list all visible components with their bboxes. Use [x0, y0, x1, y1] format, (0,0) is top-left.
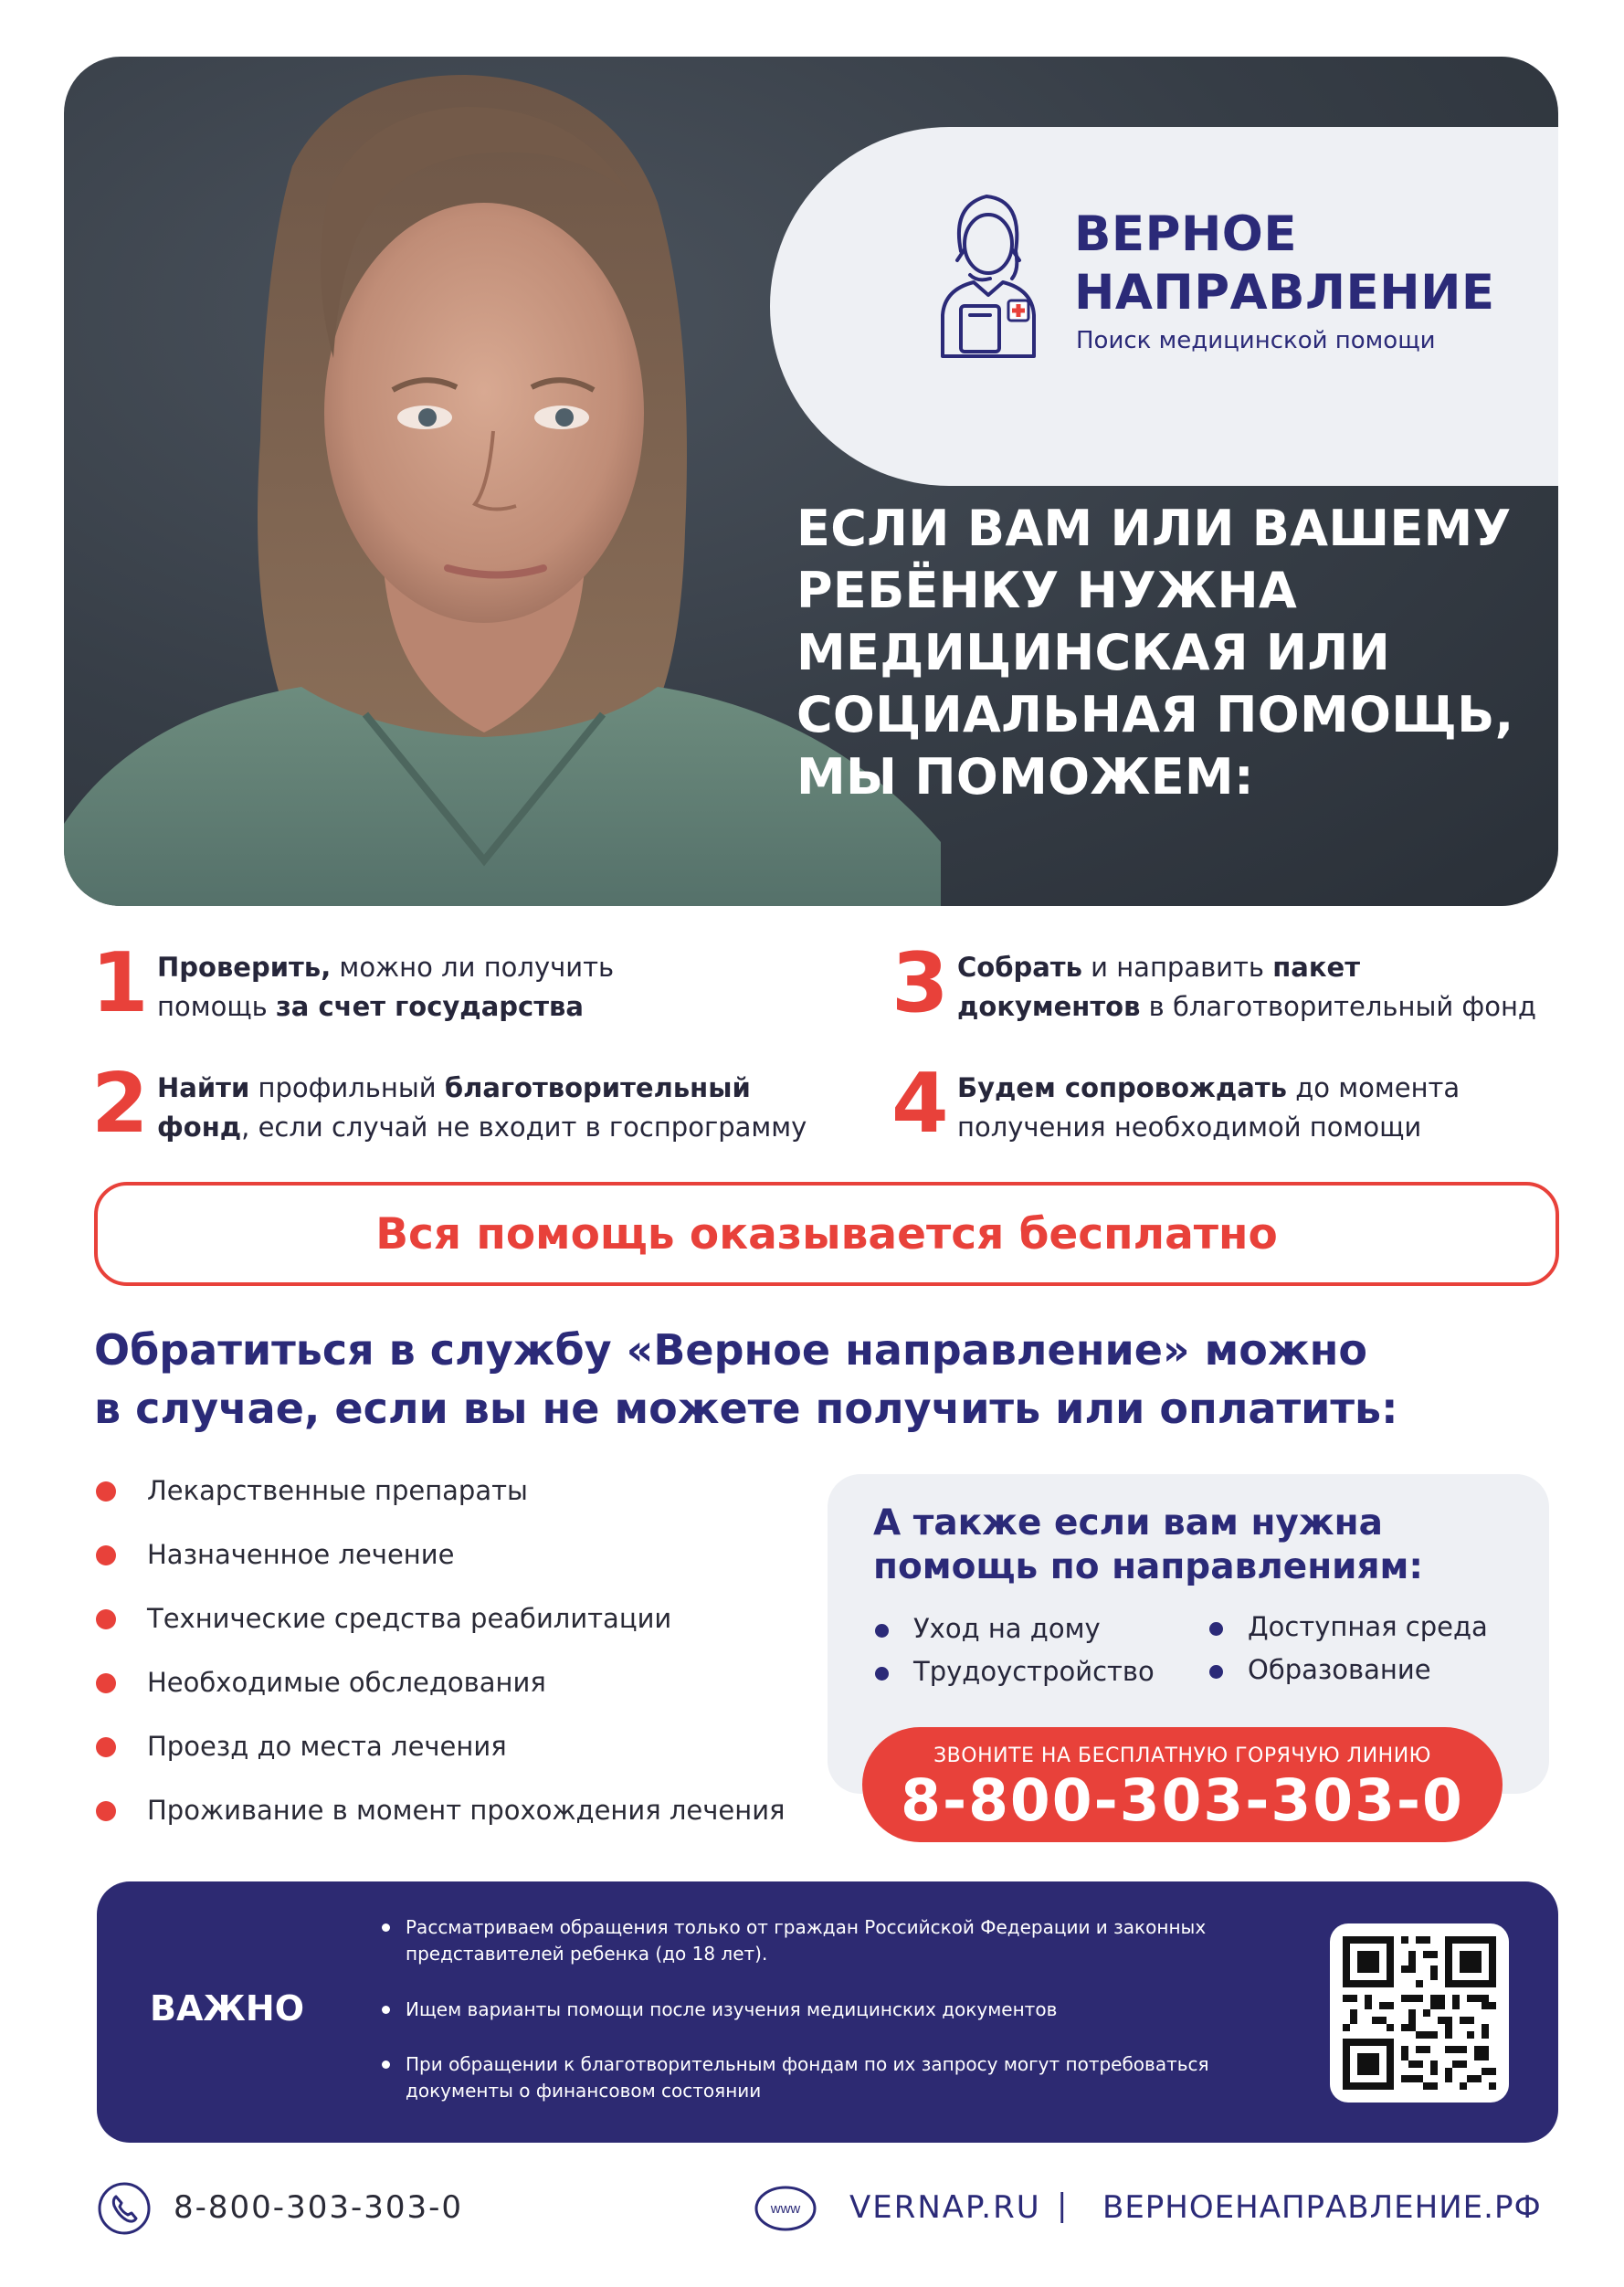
important-item: Ищем варианты помощи после изучения медицинских документов	[382, 1997, 1295, 2023]
www-icon	[754, 2185, 817, 2232]
headline-line: ЕСЛИ ВАМ ИЛИ ВАШЕМУ	[796, 500, 1512, 557]
list-item: Доступная среда	[1209, 1611, 1488, 1642]
brand-name-line2: НАПРАВЛЕНИЕ	[1074, 265, 1495, 321]
important-item: Рассматриваем обращения только от граждан Российской Федерации и законных представителей ребенка (до 18 лет).	[382, 1914, 1259, 1967]
footer-separator: |	[1057, 2187, 1068, 2224]
headline-line: СОЦИАЛЬНАЯ ПОМОЩЬ,	[796, 686, 1514, 743]
phone-icon	[97, 2181, 152, 2236]
step-text: Найти профильный благотворительный фонд, если случай не входит в госпрограмму	[157, 1072, 807, 1143]
step-text: Будем сопровождать до момента получения необходимой помощи	[957, 1072, 1461, 1143]
headline-line: МЫ ПОМОЖЕМ:	[796, 748, 1254, 806]
hero-headline	[796, 498, 1527, 808]
doctor-headset-icon	[924, 187, 1050, 361]
headline-line: РЕБЁНКУ НУЖНА	[796, 562, 1298, 619]
footer-phone[interactable]: 8-800-303-303-0	[174, 2189, 464, 2226]
free-help-banner: Вся помощь оказывается бесплатно	[94, 1182, 1559, 1286]
list-item: Проезд до места лечения	[94, 1728, 786, 1792]
list-item: Трудоустройство	[875, 1656, 1155, 1687]
step-text: Собрать и направить пакет документов в благотворительный фонд	[957, 952, 1536, 1022]
needs-list	[94, 1472, 786, 1856]
headline-line: МЕДИЦИНСКАЯ ИЛИ	[796, 624, 1391, 681]
footer-site-link-rf[interactable]: ВЕРНОЕНАПРАВЛЕНИЕ.РФ	[1102, 2189, 1542, 2226]
qr-code[interactable]	[1330, 1923, 1509, 2103]
list-item: Технические средства реабилитации	[94, 1600, 786, 1664]
extra-heading: А также если вам нужна помощь по направлениям:	[873, 1502, 1424, 1587]
step-number: 3	[891, 935, 949, 1031]
hotline-number[interactable]: 8-800-303-303-0	[901, 1767, 1464, 1834]
list-item: Уход на дому	[875, 1613, 1101, 1644]
apply-heading: Обратиться в службу «Верное направление» можно в случае, если вы не можете получить или оплатить:	[94, 1325, 1398, 1433]
step-number: 1	[91, 935, 149, 1031]
list-item: Назначенное лечение	[94, 1536, 786, 1600]
list-item: Необходимые обследования	[94, 1664, 786, 1728]
brand-tagline: Поиск медицинской помощи	[1076, 327, 1436, 354]
step-text: Проверить, можно ли получить помощь за счет государства	[157, 952, 615, 1022]
footer-site-link[interactable]: VERNAP.RU	[849, 2189, 1041, 2226]
list-item: Образование	[1209, 1654, 1431, 1685]
hero-banner	[64, 57, 1558, 906]
important-label: ВАЖНО	[150, 1988, 304, 2029]
hotline-caption: ЗВОНИТЕ НА БЕСПЛАТНУЮ ГОРЯЧУЮ ЛИНИЮ	[933, 1744, 1431, 1767]
important-panel	[97, 1881, 1558, 2143]
important-item: При обращении к благотворительным фондам по их запросу могут потребоваться документы о финансовом состоянии	[382, 2051, 1259, 2104]
brand-name-line1: ВЕРНОЕ	[1074, 206, 1298, 262]
www-icon-label: www	[770, 2201, 801, 2217]
list-item: Лекарственные препараты	[94, 1472, 786, 1536]
hotline-button[interactable]	[862, 1727, 1503, 1842]
step-number: 2	[91, 1056, 149, 1152]
list-item: Проживание в момент прохождения лечения	[94, 1792, 786, 1856]
step-number: 4	[891, 1056, 949, 1152]
